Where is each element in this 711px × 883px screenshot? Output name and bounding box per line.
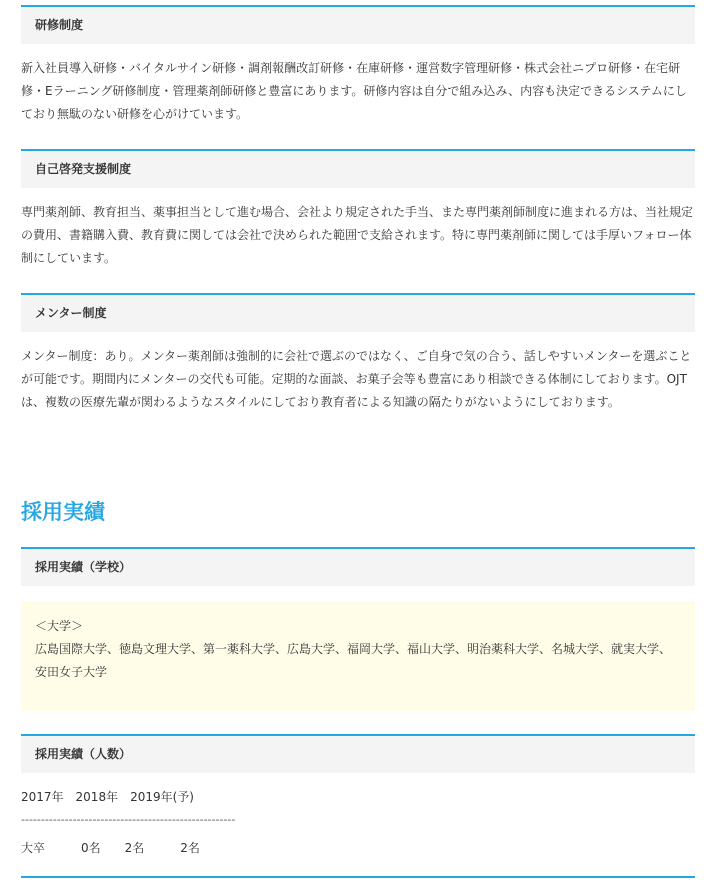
school-category: ＜大学＞ bbox=[35, 619, 84, 633]
section-title-hiring-counts: 採用実績（人数） bbox=[35, 747, 132, 761]
bottom-divider bbox=[21, 876, 695, 878]
hiring-heading: 採用実績 bbox=[21, 500, 105, 524]
section-header-mentor bbox=[21, 293, 695, 332]
school-list: 広島国際大学、徳島文理大学、第一薬科大学、広島大学、福岡大学、福山大学、明治薬科大学、名城大学、就実大学、安田女子大学 bbox=[35, 642, 672, 679]
section-title-mentor: メンター制度 bbox=[35, 306, 107, 320]
section-title-hiring-schools: 採用実績（学校） bbox=[35, 560, 132, 574]
hiring-separator: ------------------------------------------------------ bbox=[21, 813, 236, 826]
section-title-self-development: 自己啓発支援制度 bbox=[35, 162, 132, 176]
section-body-training: 新入社員導入研修・バイタルサイン研修・調剤報酬改訂研修・在庫研修・運営数字管理研修・株式会社ニプロ研修・在宅研修・Eラーニング研修制度・管理薬剤師研修と豊富にあります。研修内容は自分で組み込み、内容も決定できるシステムにしており無駄のない研修を心がけています。 bbox=[21, 61, 687, 121]
hiring-years-row: 2017年 2018年 2019年(予) bbox=[21, 790, 194, 804]
section-header-training bbox=[21, 5, 695, 44]
section-header-self-development bbox=[21, 149, 695, 188]
hiring-count-row: 大卒 0名 2名 2名 bbox=[21, 841, 200, 855]
school-list-box bbox=[21, 601, 695, 711]
section-header-hiring-counts bbox=[21, 734, 695, 773]
section-body-self-development: 専門薬剤師、教育担当、薬事担当として進む場合、会社より規定された手当、また専門薬剤師制度に進まれる方は、当社規定の費用、書籍購入費、教育費に関しては会社で決められた範囲で支給されます。特に専門薬剤師に関しては手厚いフォロー体制にしています。 bbox=[21, 205, 694, 265]
hiring-counts-table bbox=[21, 786, 695, 860]
section-title-training: 研修制度 bbox=[35, 18, 84, 32]
section-header-hiring-schools bbox=[21, 547, 695, 586]
section-body-mentor: メンター制度：あり。メンター薬剤師は強制的に会社で選ぶのではなく、ご自身で気の合う、話しやすいメンターを選ぶことが可能です。期間内にメンターの交代も可能。定期的な面談、お菓子会等も豊富にあり相談できる体制にしております。OJTは、複数の医療先輩が関わるようなスタイルにしており教育者による知識の隔たりがないようにしております。 bbox=[21, 349, 692, 409]
